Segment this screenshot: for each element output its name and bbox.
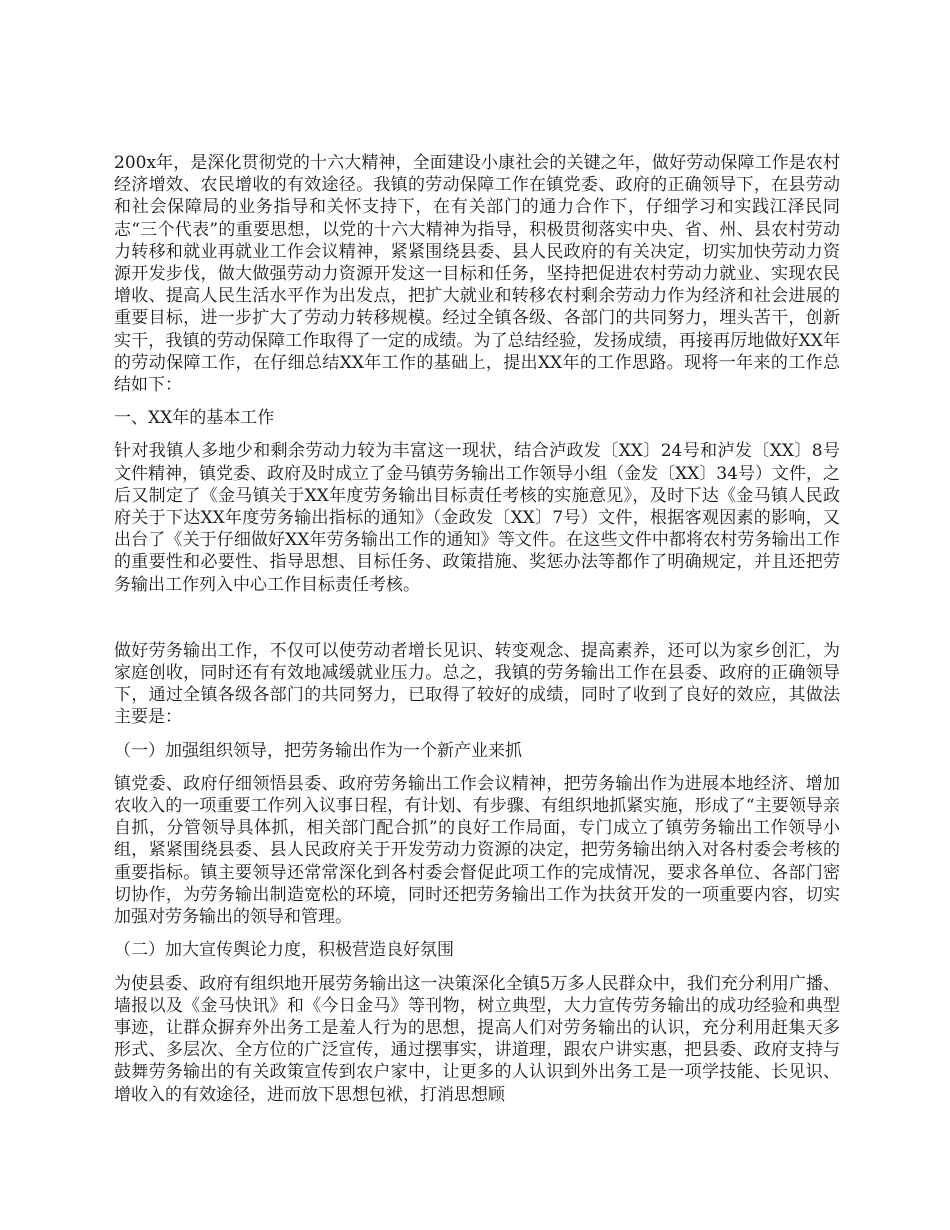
section1-paragraph-1: 针对我镇人多地少和剩余劳动力较为丰富这一现状，结合泸政发〔XX〕24号和泸发〔XX〕8号文件精神，镇党委、政府及时成立了金马镇劳务输出工作领导小组（金发〔XX〕34号）文件，之后又制定了《金马镇关于XX年度劳务输出目标责任考核的实施意见》，及时下达《金马镇人民政府关于下达XX年度劳务输出指标的通知》（金政发〔XX〕7号）文件，根据客观因素的影响，又出台了《关于仔细做好XX年劳务输出工作的通知》等文件。在这些文件中都将农村劳务输出工作的重要性和必要性、指导思想、目标任务、政策措施、奖惩办法等都作了明确规定，并且还把劳务输出工作列入中心工作目标责任考核。 [114,441,840,595]
subsection2-paragraph: 为使县委、政府有组织地开展劳务输出这一决策深化全镇5万多人民群众中，我们充分利用广播、墙报以及《金马快讯》和《今日金马》等刊物，树立典型，大力宣传劳务输出的成功经验和典型事迹，让群众摒弃外出务工是羞人行为的思想，提高人们对劳务输出的认识，充分利用赶集天多形式、多层次、全方位的广泛宣传，通过摆事实，讲道理，跟农户讲实惠，把县委、政府支持与鼓舞劳务输出的有关政策宣传到农户家中，让更多的人认识到外出务工是一项学技能、长见识、增收入的有效途径，进而放下思想包袱，打消思想顾 [114,973,840,1105]
paragraph-gap [114,607,840,640]
section1-paragraph-2: 做好劳务输出工作，不仅可以使劳动者增长见识、转变观念、提高素养，还可以为家乡创汇，为家庭创收，同时还有有效地减缓就业压力。总之，我镇的劳务输出工作在县委、政府的正确领导下，通过全镇各级各部门的共同努力，已取得了较好的成绩，同时了收到了良好的效应，其做法主要是： [114,640,840,728]
subsection1-paragraph: 镇党委、政府仔细领悟县委、政府劳务输出工作会议精神，把劳务输出作为进展本地经济、增加农收入的一项重要工作列入议事日程，有计划、有步骤、有组织地抓紧实施，形成了“主要领导亲自抓，分管领导具体抓，相关部门配合抓”的良好工作局面，专门成立了镇劳务输出工作领导小组，紧紧围绕县委、县人民政府关于开发劳动力资源的决定，把劳务输出纳入对各村委会考核的重要指标。镇主要领导还常常深化到各村委会督促此项工作的完成情况，要求各单位、各部门密切协作，为劳务输出制造宽松的环境，同时还把劳务输出工作为扶贫开发的一项重要内容，切实加强对劳务输出的领导和管理。 [114,773,840,928]
document-body [114,152,840,1117]
subheading-organization: （一）加强组织领导，把劳务输出作为一个新产业来抓 [114,740,522,761]
intro-paragraph: 200x年，是深化贯彻党的十六大精神，全面建设小康社会的关键之年，做好劳动保障工作是农村经济增效、农民增收的有效途径。我镇的劳动保障工作在镇党委、政府的正确领导下，在县劳动和社会保障局的业务指导和关怀支持下，在有关部门的通力合作下，仔细学习和实践江泽民同志“三个代表”的重要思想，以党的十六大精神为指导，积极贯彻落实中央、省、州、县农村劳动力转移和就业再就业工作会议精神，紧紧围绕县委、县人民政府的有关决定，切实加快劳动力资源开发步伐，做大做强劳动力资源开发这一目标和任务，坚持把促进农村劳动力就业、实现农民增收、提高人民生活水平作为出发点，把扩大就业和转移农村剩余劳动力作为经济和社会进展的重要目标，进一步扩大了劳动力转移规模。经过全镇各级、各部门的共同努力，埋头苦干，创新实干，我镇的劳动保障工作取得了一定的成绩。为了总结经验，发扬成绩，再接再厉地做好XX年的劳动保障工作，在仔细总结XX年工作的基础上，提出XX年的工作思路。现将一年来的工作总结如下： [114,153,840,396]
subheading-publicity: （二）加大宣传舆论力度，积极营造良好氛围 [114,940,454,961]
section-heading-basic-work: 一、XX年的基本工作 [114,408,275,429]
